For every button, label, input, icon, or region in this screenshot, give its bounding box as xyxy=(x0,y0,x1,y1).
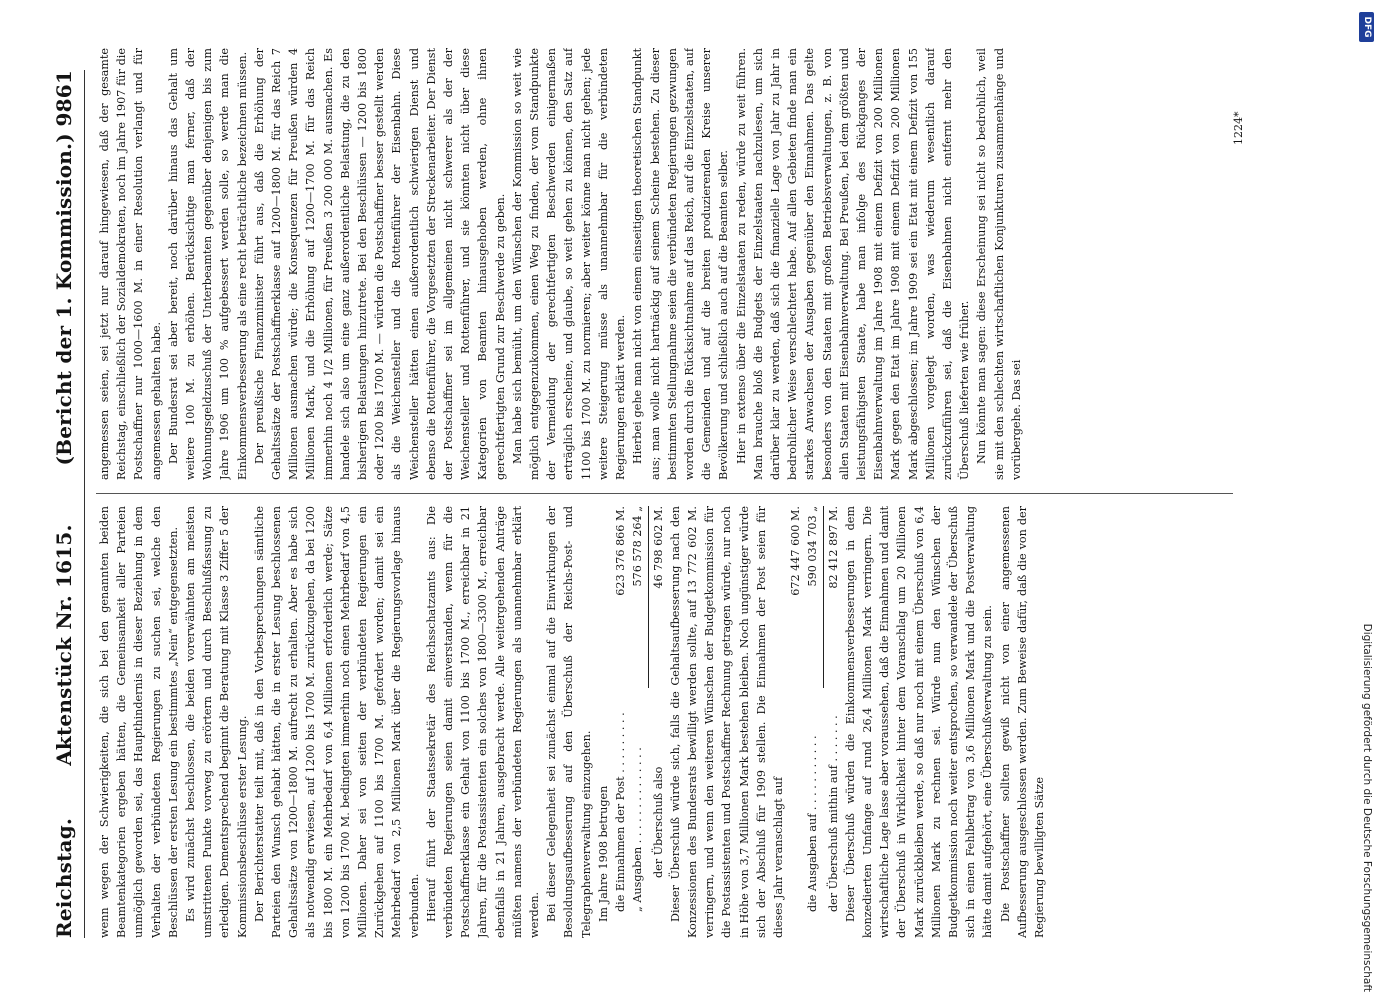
dfg-logo-text: DFG xyxy=(1362,16,1372,38)
amount-label: der Überschuß also xyxy=(651,766,665,878)
page-number: 9861 xyxy=(52,69,76,127)
column-divider xyxy=(96,493,1233,494)
header-report-title: (Bericht der 1. Kommission.) xyxy=(52,133,76,466)
amount-label: der Überschuß mithin auf . . . . . . . xyxy=(826,715,840,912)
paragraph: Die Postschaffner sollten gewiß nicht von einer angemessenen Aufbesserung ausgeschlossen werden. Zum Beweise dafür, daß die von der Regierung bewilligten Sätze xyxy=(998,506,1046,938)
printer-signature-mark: 1224* xyxy=(1232,111,1245,145)
paragraph: Der preußische Finanzminister führt aus, daß die Erhöhung der Gehaltssätze der Postschaffnerklasse auf 1200—1800 M. für das Reich 7 Millionen ausmachen würde; die Konsequenzen für Preußen würden 4 Millionen Mark, und die Erhöhung auf 1200—1700 M. für das Reich immerhin noch 4 1/2 Millionen, für Preußen 3 200 000 M. ausmachen. Es handele sich also um eine ganz außerordentliche Belastung, die zu den bisherigen Belastungen hinzutrete. Bei den Beschlüssen — 1200 bis 1800 oder 1200 bis 1700 M. — würden die Postschaffner besser gestellt werden als die Weichensteller und die Rottenführer der Eisenbahn. Diese Weichensteller hätten einen außerordentlich schwierigen Dienst und ebenso die Rottenführer, die Vorgesetzten der Streckenarbeiter. Der Dienst der Postschaffner sei im allgemeinen nicht schwerer als der der Weichensteller und Rottenführer, und sie könnten nicht über diese Kategorien von Beamten hinausgehoben werden, ohne ihnen gerechtfertigten Grund zur Beschwerde zu geben. xyxy=(252,48,507,480)
paragraph: Dieser Überschuß würde sich, falls die Gehaltsaufbesserung nach den Konzessionen des Bundesrats bewilligt werden sollte, auf 13 772 602 M. verringern, und wenn den weiteren Wünschen der Budgetkommission für die Postassistenten und Postschaffner Rechnung getragen würde, nur noch in Höhe von 3,7 Millionen Mark bestehen bleiben. Noch ungünstiger würde sich der Abschluß für 1909 stellen. Die Einnahmen der Post seien für dieses Jahr veranschlagt auf xyxy=(668,506,785,938)
paragraph: Im Jahre 1908 betrugen xyxy=(596,785,610,922)
amount-value: 46 798 602 M. xyxy=(651,506,665,589)
left-column xyxy=(96,506,1233,938)
paragraph: Bei dieser Gelegenheit sei zunächst einmal auf die Einwirkungen der Besoldungsaufbesserung auf den Überschuß der Reichs-Post- und Telegraphenverwaltung einzugehen. xyxy=(545,506,593,938)
amount-row-revenue-1909 xyxy=(787,506,804,938)
amount-row-expenses xyxy=(629,506,646,938)
amount-row-revenue xyxy=(612,506,629,938)
sum-rule xyxy=(648,506,649,688)
amount-row-surplus xyxy=(650,506,667,938)
paragraph: Hier in extenso über die Einzelstaaten zu reden, würde zu weit führen. Man brauche bloß die Budgets der Einzelstaaten nachzulesen, um sich darüber klar zu werden, daß sich die finanzielle Lage von Jahr zu Jahr in bedrohlicher Weise verschlechtert habe. Auf allen Gebieten finde man ein starkes Anwachsen der Ausgaben gegenüber den Einnahmen. Das gelte besonders von den Staaten mit großen Betriebsverwaltungen, z. B. von allen Staaten mit Eisenbahnverwaltung. Bei Preußen, bei dem größten und leistungsfähigsten Staate, habe man infolge des Rückganges der Eisenbahnverwaltung im Jahre 1908 mit einem Defizit von 200 Millionen Mark gegen den Etat im Jahre 1908 mit einem Defizit von 200 Millionen Mark abgeschlossen; im Jahre 1909 sei ein Etat mit einem Defizit von 155 Millionen vorgelegt worden, was wiederum wesentlich darauf zurückzuführen sei, daß die Eisenbahnen nicht entfernt mehr den Überschuß lieferten wie früher. xyxy=(734,48,972,480)
paragraph: Es wird zunächst beschlossen, die beiden vorerwähnten am meisten umstrittenen Punkte vorweg zu erörtern und durch Beschlußfassung zu erledigen. Dementsprechend beginnt die Beratung mit Klasse 3 Ziffer 5 der Kommissionsbeschlüsse erster Lesung. xyxy=(184,506,249,938)
amount-value: 672 447 600 M. xyxy=(789,506,803,596)
running-head xyxy=(52,70,85,938)
paragraph: Der Berichterstatter teilt mit, daß in den Vorbesprechungen sämtliche Parteien den Wunsch gehabt hätten, die in erster Lesung beschlossenen Gehaltssätze von 1200—1800 M. aufrecht zu erhalten. Aber es habe sich als notwendig erwiesen, auf 1200 bis 1700 M. zurückzugehen, da bei 1200 bis 1800 M. ein Mehrbedarf von 6,4 Millionen erforderlich werde; Sätze von 1200 bis 1700 M. bedingten immerhin noch einen Mehrbedarf von 4,5 Millionen. Daher sei von seiten der verbündeten Regierungen ein Zurückgehen auf 1100 bis 1700 M. gefordert worden; damit sei ein Mehrbedarf von 2,5 Millionen Mark über die Regierungsvorlage hinaus verbunden. xyxy=(252,506,421,938)
paragraph: Dieser Überschuß würden die Einkommensverbesserungen in dem konzedierten Umfange auf rund 26,4 Millionen Mark verringern. Die wirtschaftliche Lage lasse aber voraussehen, daß die Einnahmen und damit der Überschuß in Wirklichkeit hinter dem Voranschlag um 20 Millionen Mark zurückbleiben werde, so daß nur noch mit einem Überschuß von 6,4 Millionen Mark zu rechnen sei. Würde nun den Wünschen der Budgetkommission noch weiter entsprochen, so verwandele der Überschuß sich in einen Fehlbetrag von 3,6 Millionen Mark und die Postverwaltung hätte damit aufgehört, eine Überschußverwaltung zu sein. xyxy=(843,506,995,938)
paragraph: wenn wegen der Schwierigkeiten, die sich bei den genannten beiden Beamtenkategorien ergeben hätten, die Gemeinsamkeit aller Parteien unmöglich geworden sei, das Haupthindernis in dieser Beziehung in dem Verhalten der verbündeten Regierungen zu suchen sei, welche den Beschlüssen der ersten Lesung ein bestimmtes „Nein“ entgegensetzten. xyxy=(98,506,180,938)
header-left: Reichstag. xyxy=(52,817,76,938)
sum-rule xyxy=(823,506,824,688)
header-document-number: Aktenstück Nr. 1615. xyxy=(52,524,76,766)
amount-label: „ Ausgaben . . . . . . . . . . . . . . xyxy=(631,747,645,912)
amount-label: die Ausgaben auf . . . . . . . . . . . xyxy=(806,735,820,912)
dfg-logo-icon xyxy=(1359,12,1374,42)
paragraph: Der Bundesrat sei aber bereit, noch darüber hinaus das Gehalt um weitere 100 M. zu erhöhen. Berücksichtige man ferner, daß der Wohnungsgeldzuschuß der Unterbeamten gegenüber denjenigen bis zum Jahre 1906 um 100 % aufgebessert werden solle, so werde man die Einkommensverbesserung als eine recht beträchtliche bezeichnen müssen. xyxy=(166,48,249,480)
amount-value: 623 376 866 M. xyxy=(614,506,628,596)
digitization-credit xyxy=(1357,12,1377,992)
right-column xyxy=(96,48,1233,480)
credit-text: Digitalisierung gefördert durch die Deutsche Forschungsgemeinschaft xyxy=(1361,623,1373,992)
paragraph: Hierauf führt der Staatssekretär des Reichsschatzamts aus: Die verbündeten Regierungen seien damit einverstanden, wenn für die Postschaffnerklasse ein Gehalt von 1100 bis 1700 M., erreichbar in 21 Jahren, für die Postassistenten ein solches von 1800—3300 M., erreichbar ebenfalls in 21 Jahren, ausgebracht werde. Alle weitergehenden Anträge müßten namens der verbündeten Regierungen als unannehmbar erklärt werden. xyxy=(424,506,542,938)
paragraph: Hierbei gehe man nicht von einem einseitigen theoretischen Standpunkt aus; man wolle nicht hartnäckig auf seinem Scheine bestehen. Zu dieser bestimmten Stellungnahme seien die verbündeten Regierungen gezwungen worden durch die Rücksichtnahme auf das Reich, auf die Einzelstaaten, auf die Gemeinden und auf die breiten produzierenden Kreise unserer Bevölkerung und schließlich auch auf die Beamten selber. xyxy=(631,48,731,480)
amount-value: 576 578 264 „ xyxy=(631,506,645,587)
paragraph: angemessen seien, sei jetzt nur darauf hingewiesen, daß der gesamte Reichstag, einschließlich der Sozialdemokraten, noch im Jahre 1907 für die Postschaffner nur 1000—1600 M. in einer Resolution verlangt und für angemessen gehalten habe. xyxy=(98,48,163,480)
paragraph: Nun könnte man sagen: diese Erscheinung sei nicht so bedrohlich, weil sie mit den schlechten wirtschaftlichen Konjunkturen zusammenhänge und vorübergehe. Das sei xyxy=(975,48,1023,480)
amount-row-surplus-1909 xyxy=(825,506,842,938)
amount-value: 82 412 897 M. xyxy=(826,506,840,589)
amount-label: die Einnahmen der Post . . . . . . . . . xyxy=(614,712,628,912)
amount-row-expenses-1909 xyxy=(804,506,821,938)
paragraph: Man habe sich bemüht, um den Wünschen der Kommission so weit wie möglich entgegenzukommen, einen Weg zu finden, der vom Standpunkte der Vermeidung der gerechtfertigten Beschwerden einigermaßen erträglich erscheine, und glaube, so weit gehen zu können, den Satz auf 1100 bis 1700 M. zu normieren; aber weiter könne man nicht gehen; jede weitere Steigerung müsse als unannehmbar für die verbündeten Regierungen erklärt werden. xyxy=(510,48,628,480)
amount-value: 590 034 703 „ xyxy=(806,506,820,587)
